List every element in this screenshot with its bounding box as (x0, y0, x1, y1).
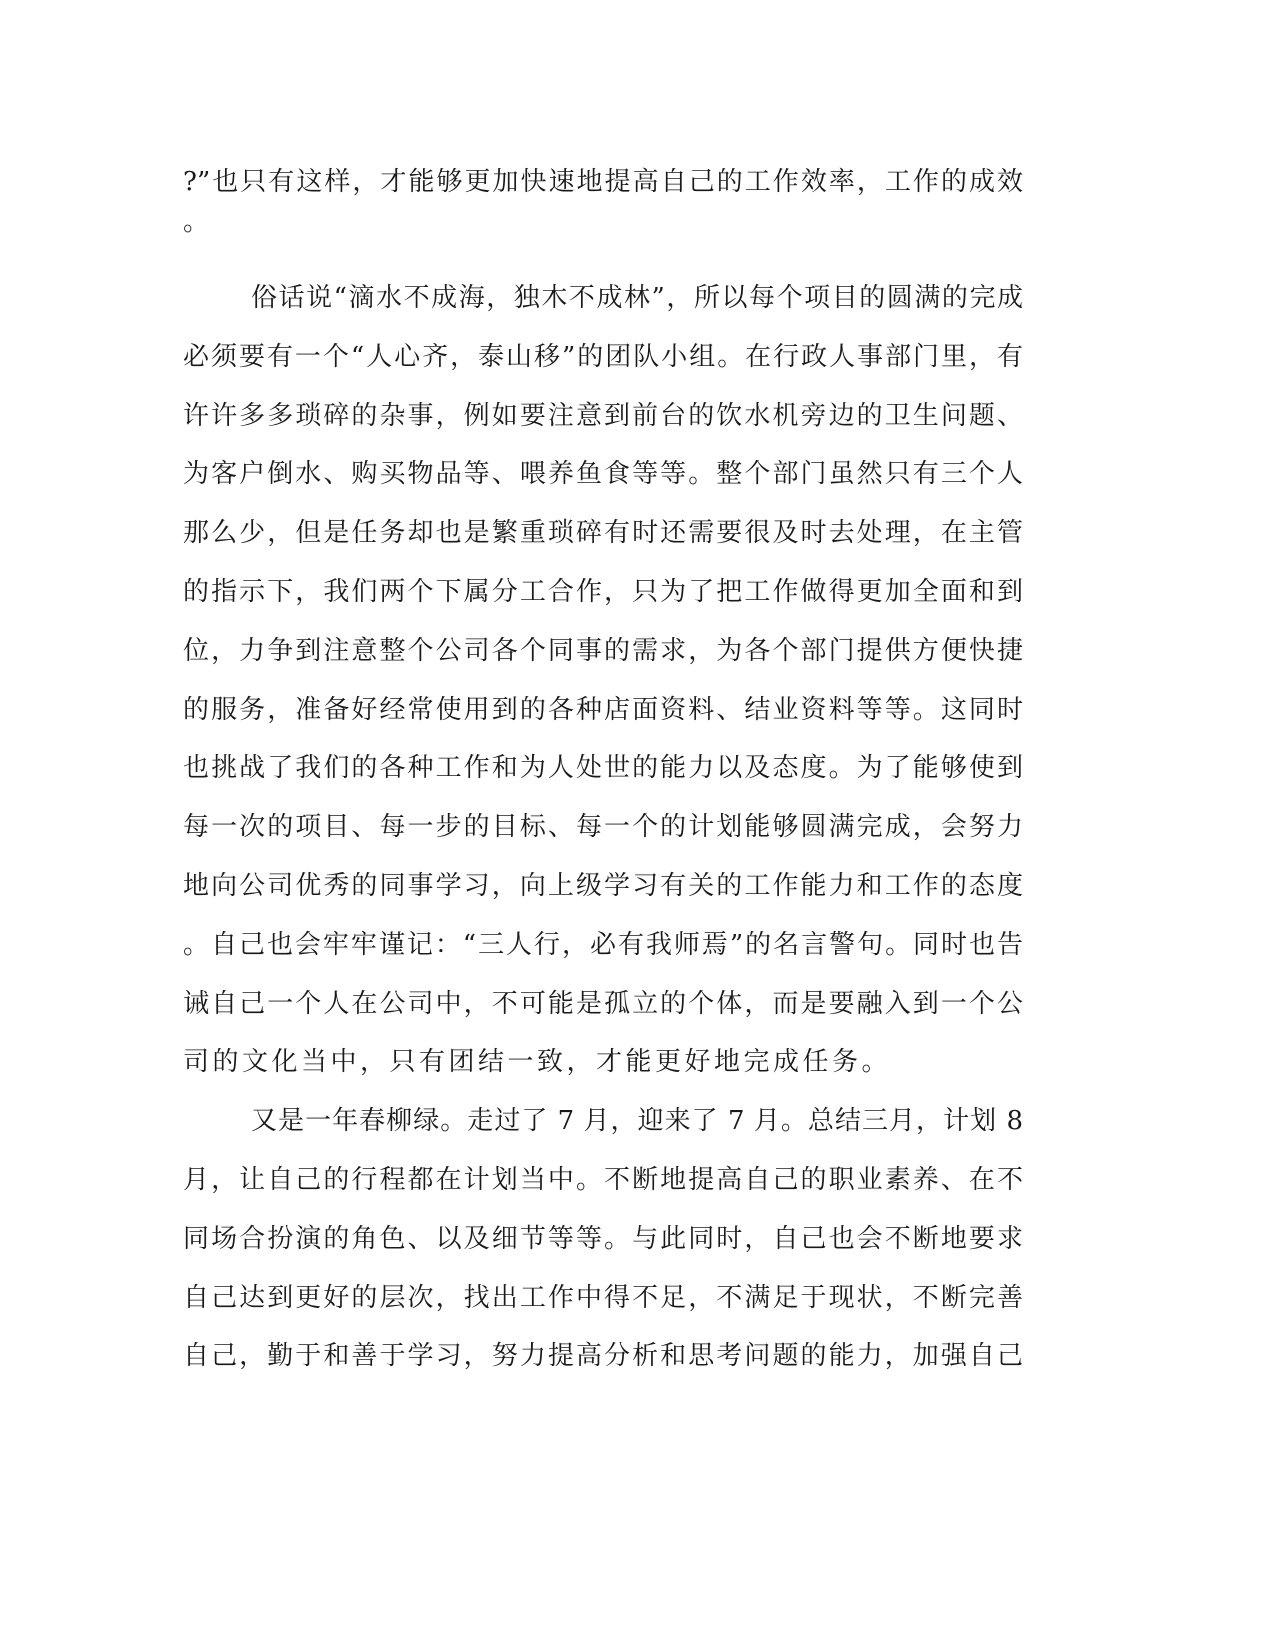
text-line: 每一次的项目、每一步的目标、每一个的计划能够圆满完成，会努力 (183, 812, 1023, 842)
text-line: 自己达到更好的层次，找出工作中得不足，不满足于现状，不断完善 (183, 1283, 1023, 1313)
text-line: 也挑战了我们的各种工作和为人处世的能力以及态度。为了能够使到 (183, 753, 1023, 783)
text-line: 自己，勤于和善于学习，努力提高分析和思考问题的能力，加强自己 (183, 1341, 1023, 1371)
text-line: 。自己也会牢牢谨记：“三人行，必有我师焉”的名言警句。同时也告 (183, 930, 1023, 960)
text-line: 的指示下，我们两个下属分工合作，只为了把工作做得更加全面和到 (183, 577, 1023, 607)
text-line: 那么少，但是任务却也是繁重琐碎有时还需要很及时去处理，在主管 (183, 518, 1023, 548)
text-line: 司的文化当中，只有团结一致，才能更好地完成任务。 (183, 1047, 892, 1077)
paragraph-start-line: 又是一年春柳绿。走过了 7 月，迎来了 7 月。总结三月，计划 8 (251, 1106, 1023, 1136)
text-line: 位，力争到注意整个公司各个同事的需求，为各个部门提供方便快捷 (183, 636, 1023, 666)
text-line: 同场合扮演的角色、以及细节等等。与此同时，自己也会不断地要求 (183, 1224, 1023, 1254)
text-line: 月，让自己的行程都在计划当中。不断地提高自己的职业素养、在不 (183, 1165, 1023, 1195)
text-line: 必须要有一个“人心齐，泰山移”的团队小组。在行政人事部门里，有 (183, 342, 1023, 372)
text-line: ?”也只有这样，才能够更加快速地提高自己的工作效率，工作的成效 (183, 167, 1023, 197)
text-line: 为客户倒水、购买物品等、喂养鱼食等等。整个部门虽然只有三个人 (183, 459, 1023, 489)
text-line: 的服务，准备好经常使用到的各种店面资料、结业资料等等。这同时 (183, 695, 1023, 725)
text-line: 诫自己一个人在公司中，不可能是孤立的个体，而是要融入到一个公 (183, 989, 1023, 1019)
text-line: 地向公司优秀的同事学习，向上级学习有关的工作能力和工作的态度 (183, 871, 1023, 901)
paragraph-start-line: 俗话说“滴水不成海，独木不成林”，所以每个项目的圆满的完成 (251, 283, 1023, 313)
text-line: 。 (183, 207, 213, 237)
text-line: 许许多多琐碎的杂事，例如要注意到前台的饮水机旁边的卫生问题、 (183, 401, 1023, 431)
